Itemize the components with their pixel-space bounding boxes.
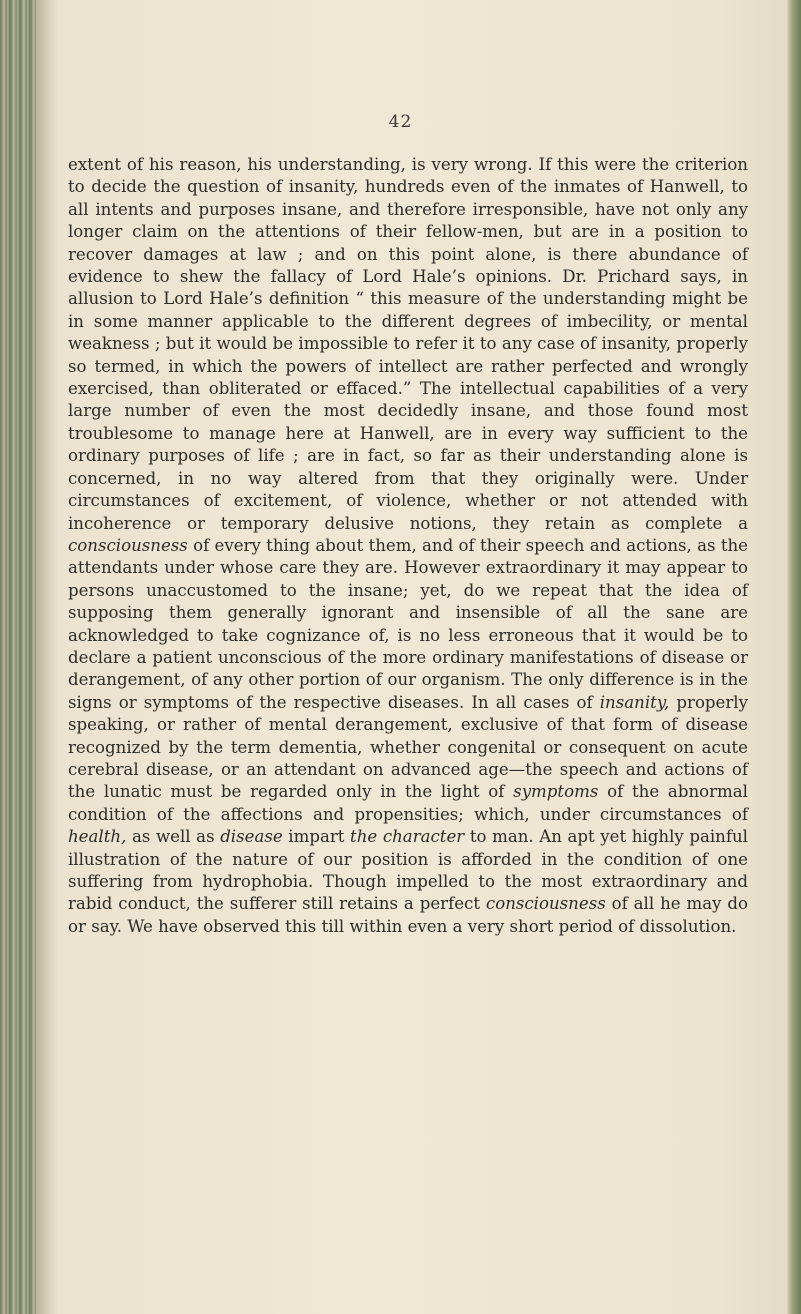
text-run: impart xyxy=(282,827,351,847)
body-paragraph xyxy=(68,154,748,938)
book-binding-edge xyxy=(0,0,36,1314)
italic-text: insanity, xyxy=(599,692,670,712)
text-run: extent of his reason, his understanding, is very wrong. If this were the criterion to decide the question of insanity, hundreds even of the inmates of Hanwell, to all intents and purposes insane, and therefore irresponsible, have not only any longer claim on the attentions of their fellow-men, but are in a position to recover damages at law ; and on this point alone, is there abundance of evidence to shew the fallacy of Lord Hale’s opinions. Dr. Prichard says, in allusion to Lord Hale’s definition “ this measure of the understanding might be in some manner applicable to the different degrees of imbecility, or mental weakness ; but it would be impossible to refer it to any case of insanity, properly so termed, in which the powers of intellect are rather perfected and wrongly exercised, than obliterated or effaced.” The intellectual capabilities of a very large number of even the most decidedly insane, and those found most troublesome to manage here at Hanwell, are in every way sufficient to the ordinary purposes of life ; are in fact, so far as their understanding alone is concerned, in no way altered from that they originally were. Under circumstances of excitement, of violence, whether or not attended with incoherence or temporary delusive notions, they retain as complete a xyxy=(68,155,748,533)
italic-text: consciousness xyxy=(68,535,188,555)
italic-text: the character xyxy=(350,827,465,847)
italic-text: disease xyxy=(220,827,283,847)
text-run: of all he may do or say. We have observed this till within even a very short period of dissolution. xyxy=(68,894,749,936)
italic-text: symptoms xyxy=(513,782,599,802)
text-run: as well as xyxy=(126,827,221,847)
italic-text: consciousness xyxy=(485,894,606,914)
text-run: properly speaking, or rather of mental derangement, exclusive of that form of disease recognized by the term dementia, whether congenital or consequent on acute cerebral disease, or an attendant on advanced age—the speech and actions of the lunatic must be regarded only in the light of xyxy=(68,692,748,802)
page-number: 42 xyxy=(388,112,413,132)
text-run: of every thing about them, and of their speech and actions, as the attendants under whose care they are. However extraordinary it may appear to persons unaccustomed to the insane; yet, do we repeat that the idea of supposing them generally ignorant and insensible of all the sane are acknowledged to take cognizance of, is no less erroneous that it would be to declare a patient unconscious of the more ordinary manifestations of disease or derangement, of any other portion of our organism. The only difference is in the signs or symptoms of the respective diseases. In all cases of xyxy=(68,535,748,712)
italic-text: health, xyxy=(68,827,127,847)
text-run: of the abnormal condition of the affections and propensities; which, under circumstances of xyxy=(68,782,748,824)
text-run: to man. An apt yet highly painful illustration of the nature of our position is afforded in the condition of one suffering from hydrophobia. Though impelled to the most extraordinary and rabid conduct, the sufferer still retains a perfect xyxy=(68,827,748,914)
binding-shadow xyxy=(36,0,58,1314)
page-right-edge xyxy=(787,0,801,1314)
